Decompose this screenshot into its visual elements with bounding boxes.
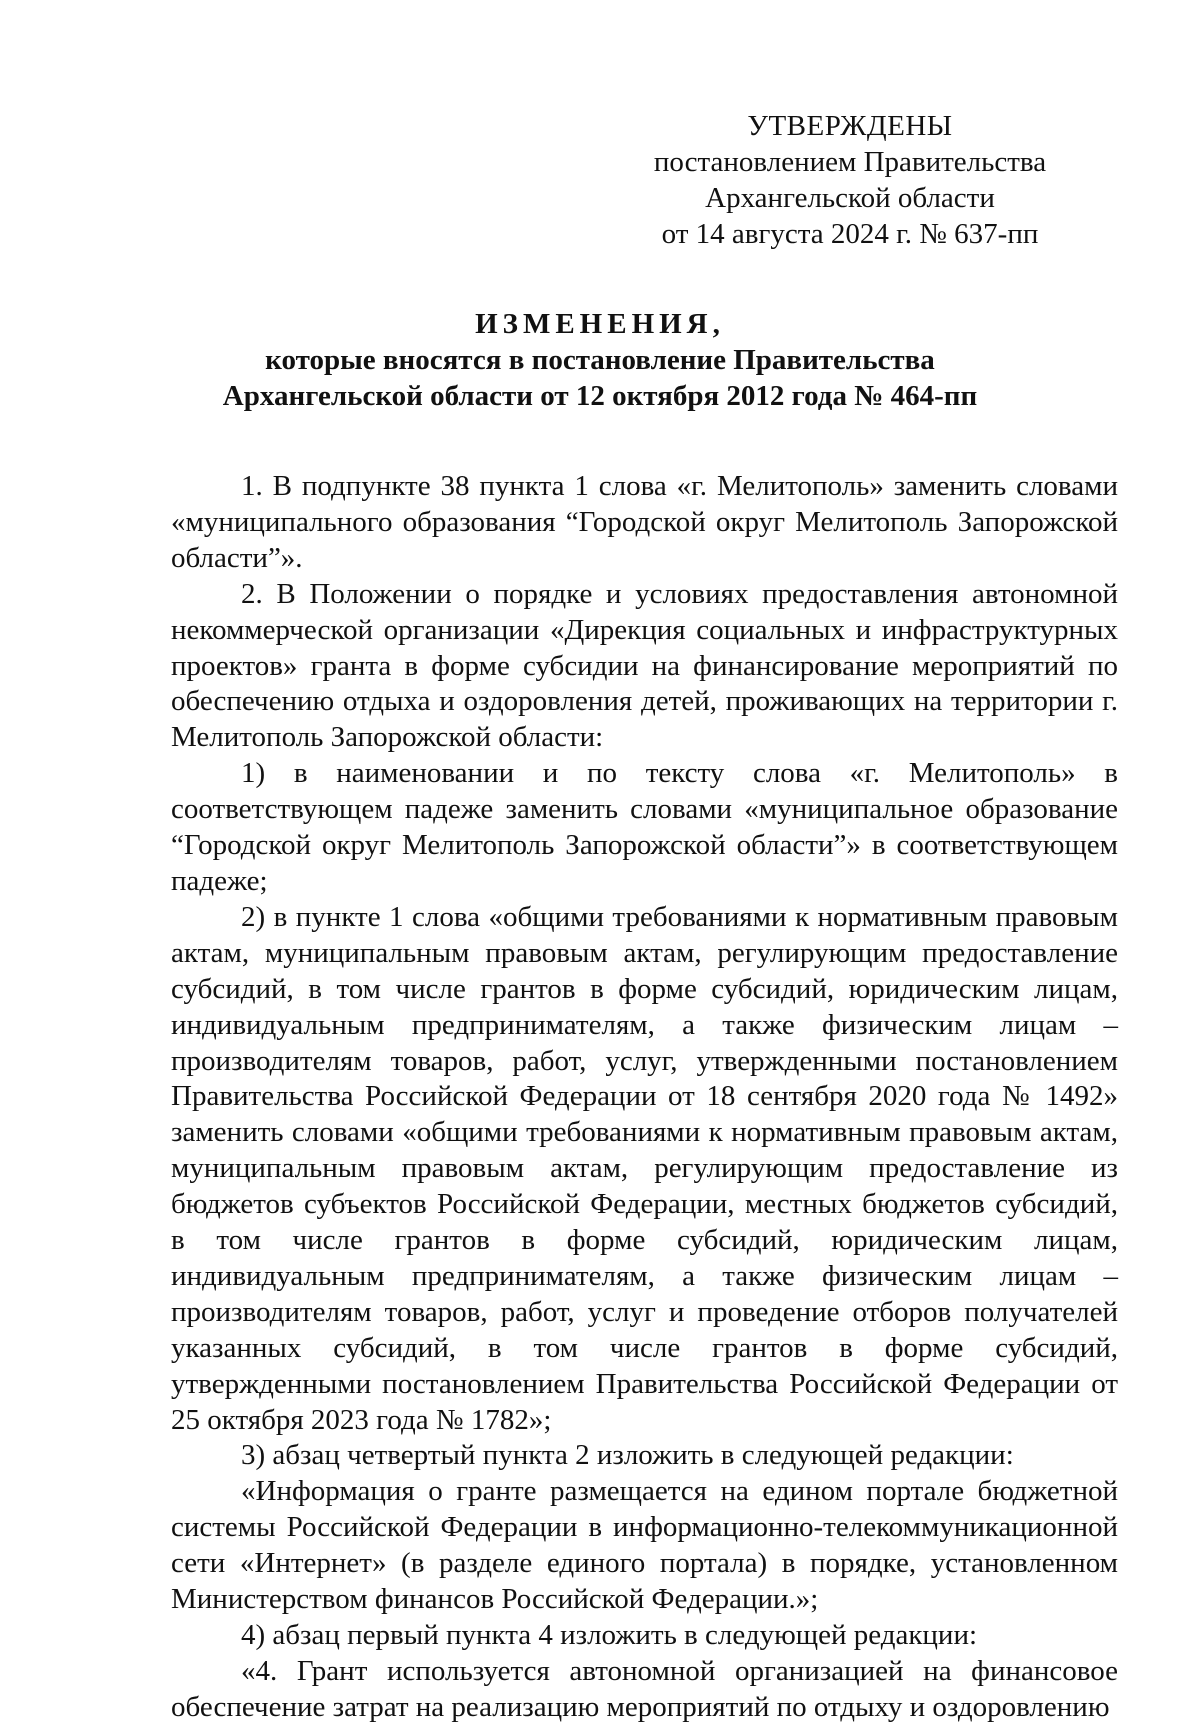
approval-line-2: Архангельской области — [705, 182, 995, 214]
title-line-2: Архангельской области от 12 октября 2012 года № 464-пп — [222, 380, 978, 412]
paragraph-1: 1. В подпункте 38 пункта 1 слова «г. Мелитополь» заменить словами «муниципального образования “Городской округ Мелитополь Запорожской области”». — [171, 470, 1118, 574]
approval-line-3: от 14 августа 2024 г. № 637-пп — [661, 218, 1039, 250]
document-body — [171, 469, 1118, 1726]
quoted-paragraph-3: «Информация о гранте размещается на едином портале бюджетной системы Российской Федерации в информационно-телекоммуникационной сети «Интернет» (в разделе единого портала) в порядке, установленном Министерством финансов Российской Федерации.»; — [171, 1475, 1118, 1616]
approval-line-1: постановлением Правительства — [653, 146, 1047, 178]
paragraph-2: 2. В Положении о порядке и условиях предоставления автономной некоммерческой организации «Дирекция социальных и инфраструктурных проектов» гранта в форме субсидии на финансирование мероприятий по обеспечению отдыха и оздоровления детей, проживающих на территории г. Мелитополь Запорожской области: — [171, 577, 1118, 754]
title-line-1: которые вносятся в постановление Правительства — [265, 344, 935, 376]
subitem-2: 2) в пункте 1 слова «общими требованиями к нормативным правовым актам, муниципальным правовым актам, регулирующим предоставление субсидий, в том числе грантов в форме субсидий, юридическим лицам, индивидуальным предпринимателям, а также физическим лицам – производителям товаров, работ, услуг, утвержденными постановлением Правительства Российской Федерации от 18 сентября 2020 года № 1492» заменить словами «общими требованиями к нормативным правовым актам, муниципальным правовым актам, регулирующим предоставление из бюджетов субъектов Российской Федерации, местных бюджетов субсидий, в том числе грантов в форме субсидий, юридическим лицам, индивидуальным предпринимателям, а также физическим лицам – производителям товаров, работ, услуг и проведение отборов получателей указанных субсидий, в том числе грантов в форме субсидий, утвержденными постановлением Правительства Российской Федерации от 25 октября 2023 года № 1782»; — [171, 900, 1118, 1436]
approval-heading: УТВЕРЖДЕНЫ — [747, 110, 953, 142]
subitem-1: 1) в наименовании и по тексту слова «г. Мелитополь» в соответствующем падеже заменить словами «муниципальное образование “Городской округ Мелитополь Запорожской области”» в соответствующем падеже; — [171, 757, 1118, 897]
subitem-4: 4) абзац первый пункта 4 изложить в следующей редакции: — [241, 1619, 978, 1651]
document-title — [170, 306, 1030, 414]
approval-stamp — [640, 108, 1060, 252]
quoted-paragraph-4: «4. Грант используется автономной организацией на финансовое обеспечение затрат на реализацию мероприятий по отдыху и оздоровлению — [171, 1654, 1118, 1723]
subitem-3: 3) абзац четвертый пункта 2 изложить в следующей редакции: — [241, 1439, 1014, 1472]
title-word: ИЗМЕНЕНИЯ, — [475, 308, 725, 340]
